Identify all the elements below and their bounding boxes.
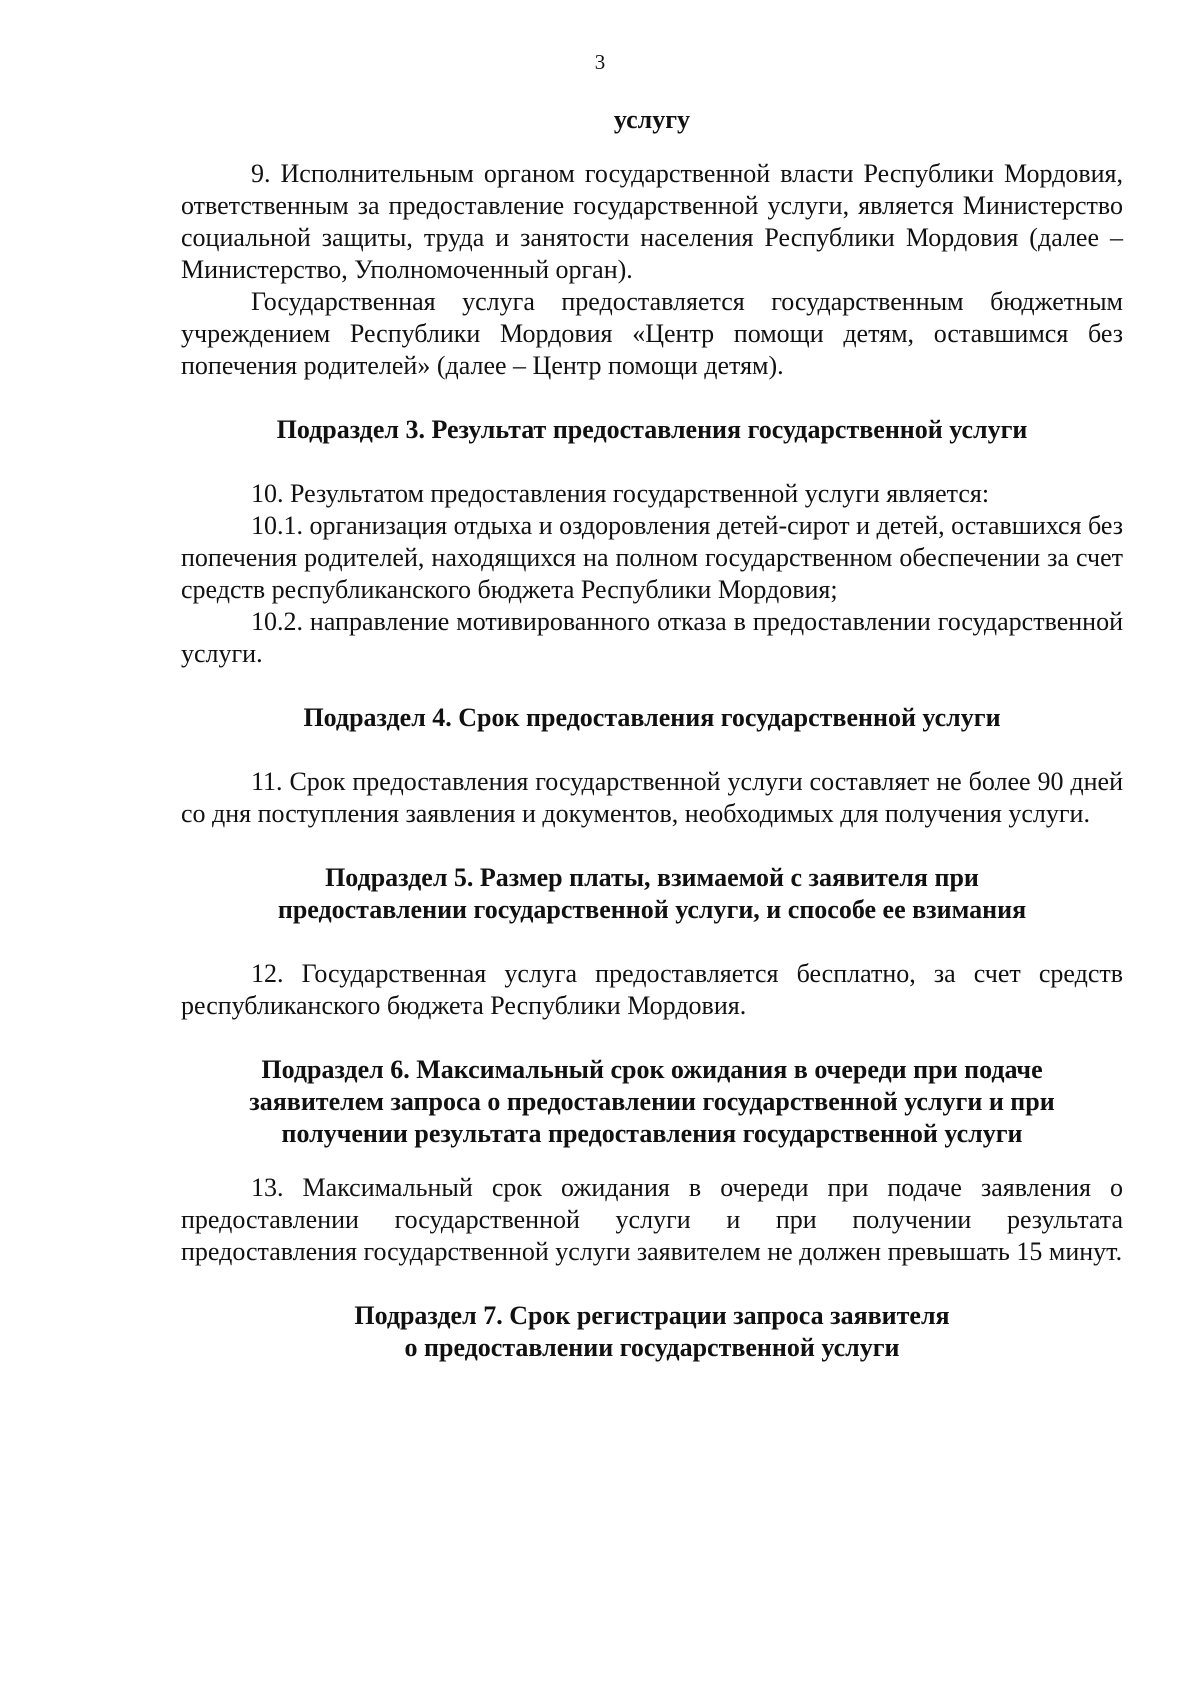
section-5-heading xyxy=(181,862,1123,926)
paragraph-10-1: 10.1. организация отдыха и оздоровления детей-сирот и детей, оставшихся без попечения родителей, находящихся на полном государственном обеспечении за счет средств республиканского бюджета Республики Мордовия; xyxy=(181,511,1123,604)
paragraph-9: 9. Исполнительным органом государственной власти Республики Мордовия, ответственным за предоставление государственной услуги, является Министерство социальной защиты, труда и занятости населения Республики Мордовия (далее – Министерство, Уполномоченный орган). xyxy=(181,159,1123,284)
section-5-heading-line-1: Подраздел 5. Размер платы, взимаемой с заявителя при xyxy=(325,863,979,892)
paragraph-13: 13. Максимальный срок ожидания в очереди при подаче заявления о предоставлении государственной услуги и при получении результата предоставления государственной услуги заявителем не должен превышать 15 минут. xyxy=(181,1173,1123,1266)
document-body xyxy=(181,104,1123,1396)
section-6-heading-line-2: заявителем запроса о предоставлении государственной услуги и при xyxy=(249,1087,1055,1116)
section-6-heading xyxy=(181,1054,1123,1150)
paragraph-10: 10. Результатом предоставления государственной услуги является: xyxy=(251,479,990,508)
continued-heading: услугу xyxy=(613,105,691,134)
section-4-heading: Подраздел 4. Срок предоставления государственной услуги xyxy=(303,703,1001,732)
paragraph-12: 12. Государственная услуга предоставляется бесплатно, за счет средств республиканского бюджета Республики Мордовия. xyxy=(181,959,1123,1020)
section-3-heading: Подраздел 3. Результат предоставления государственной услуги xyxy=(276,415,1028,444)
section-7-heading xyxy=(181,1300,1123,1364)
paragraph-provider: Государственная услуга предоставляется государственным бюджетным учреждением Республики Мордовия «Центр помощи детям, оставшимся без попечения родителей» (далее – Центр помощи детям). xyxy=(181,287,1123,380)
paragraph-10-2: 10.2. направление мотивированного отказа в предоставлении государственной услуги. xyxy=(181,607,1123,668)
section-7-heading-line-2: о предоставлении государственной услуги xyxy=(404,1333,900,1362)
section-6-heading-line-1: Подраздел 6. Максимальный срок ожидания в очереди при подаче xyxy=(261,1055,1043,1084)
section-5-heading-line-2: предоставлении государственной услуги, и способе ее взимания xyxy=(277,895,1027,924)
page-number: 3 xyxy=(594,50,606,74)
section-6-heading-line-3: получении результата предоставления государственной услуги xyxy=(281,1119,1023,1148)
section-7-heading-line-1: Подраздел 7. Срок регистрации запроса заявителя xyxy=(354,1301,950,1330)
paragraph-11: 11. Срок предоставления государственной услуги составляет не более 90 дней со дня поступления заявления и документов, необходимых для получения услуги. xyxy=(181,767,1123,828)
